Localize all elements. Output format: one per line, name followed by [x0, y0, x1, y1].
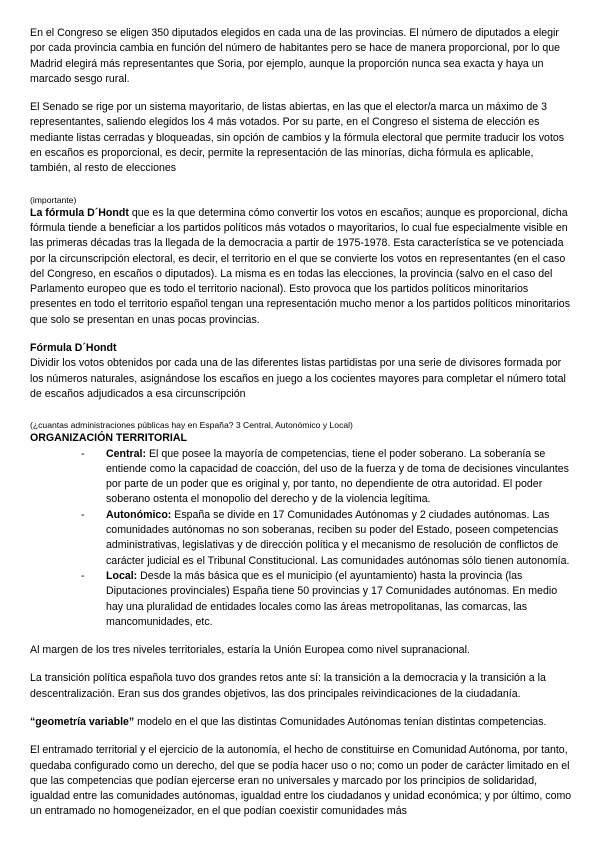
- paragraph-entramado: El entramado territorial y el ejercicio de la autonomía, el hecho de constituirse en Comunidad Autónoma, por tanto, quedaba configurado como un derecho, del que se podía hacer uso o no; como un poder de carácter limitado en el que las competencias que podían ejercerse eran no universales y marcado por los principios de solidaridad, igualdad entre las comunidades autónomas, igualdad entre los ciudadanos y unidad económica; y por último, como un entramado no homogeneizador, en el que podían coexistir comunidades más: [30, 744, 572, 818]
- geometria-bold: “geometría variable”: [30, 715, 135, 728]
- list-dash: -: [81, 447, 85, 460]
- item-text-central: El que posee la mayoría de competencias, tiene el poder soberano. La soberanía se entiende como la capacidad de coacción, del uso de la fuerza y de toma de decisiones vinculantes por parte de un poder que es original y, por tanto, no dependiente de otra autoridad. El poder soberano ostenta el monopolio del derecho y de la violencia legítima.: [106, 447, 569, 506]
- item-label-central: Central:: [106, 447, 147, 460]
- paragraph-dhondt: [30, 206, 575, 328]
- item-label-local: Local:: [106, 569, 138, 582]
- territorial-question: (¿cuantas administraciones públicas hay en España? 3 Central, Autonómico y Local): [30, 420, 353, 431]
- note-importante: (importante): [30, 194, 77, 205]
- list-dash: -: [81, 569, 85, 582]
- territorial-heading-text: ORGANIZACIÓN TERRITORIAL: [30, 432, 187, 445]
- geometria-text: modelo en el que las distintas Comunidades Autónomas tenían distintas competencias.: [134, 715, 547, 728]
- formula-heading-text: Fórmula D´Hondt: [30, 342, 117, 355]
- list-item-local: [81, 569, 575, 630]
- paragraph-geometria: [30, 715, 575, 730]
- item-text-autonomico: España se divide en 17 Comunidades Autónomas y 2 ciudades autónomas. Las comunidades autónomas no son soberanas, reciben su poder del Estado, poseen competencias administrativas, legislativas y de dirección política y el mecanismo de resolución de conflictos de carácter judicial es el Tribunal Constitucional. Las comunidades autónomas sólo tienen autonomía.: [106, 508, 570, 567]
- territorial-heading: [30, 431, 575, 446]
- item-text-local: Desde la más básica que es el municipio (el ayuntamiento) hasta la provincia (las Diputaciones provinciales) España tiene 50 provincias y 17 Comunidades autónomas. En medio hay una pluralidad de entidades locales como las áreas metropolitanas, las comarcas, las mancomunidades, etc.: [106, 569, 558, 628]
- formula-heading: [30, 341, 575, 356]
- territorial-list: [30, 447, 575, 631]
- list-dash: -: [81, 508, 85, 521]
- item-label-autonomico: Autonómico:: [106, 508, 172, 521]
- dhondt-text: que es la que determina cómo convertir los votos en escaños; aunque es proporcional, dicha fórmula tiende a beneficiar a los partidos políticos más votados o mayoritarios, lo cual fue especialmente visible en las primeras décadas tras la llegada de la democracia a partir de 1975-1978. Esta característica se ve potenciada por la circunscripción electoral, es decir, el territorio en el que se convierte los votos en representantes (en el caso del Congreso, en escaños o diputados). La misma es en todas las elecciones, la provincia (salvo en el caso del Parlamento europeo que es todo el territorio nacional). Esto provoca que los partidos políticos minoritarios presentes en todo el territorio español tengan una representación mucho menor a los partidos políticos minoritarios que solo se presentan en unas pocas provincias.: [30, 206, 570, 326]
- paragraph-senado: El Senado se rige por un sistema mayoritario, de listas abiertas, en las que el elector/a marca un máximo de 3 representantes, saliendo elegidos los 4 más votados. Por su parte, en el Congreso el sistema de elección es mediante listas cerradas y bloqueadas, sin opción de cambios y la fórmula electoral que permite traducir los votos en escaños es proporcional, es decir, permite la representación de las minorías, dicha fórmula es aplicable, también, al resto de elecciones: [30, 101, 565, 175]
- paragraph-congreso: En el Congreso se eligen 350 diputados elegidos en cada una de las provincias. El número de diputados a elegir por cada provincia cambia en función del número de habitantes pero se hace de manera proporcional, por lo que Madrid elegirá más representantes que Soria, por ejemplo, aunque la proporción nunca sea exacta y haya un marcado sesgo rural.: [30, 27, 561, 85]
- paragraph-transicion: La transición política española tuvo dos grandes retos ante sí: la transición a la democracia y la transición a la descentralización. Eran sus dos grandes objetivos, las dos principales reivindicaciones de la ciudadanía.: [30, 672, 546, 700]
- list-item-autonomico: [81, 508, 575, 569]
- document-page: [30, 26, 575, 820]
- list-item-central: [81, 447, 575, 508]
- paragraph-formula: Dividir los votos obtenidos por cada una de las diferentes listas partidistas por una serie de divisores formada por los números naturales, asignándose los escaños en juego a los cocientes mayores para completar el número total de escaños adjudicados a esa circunscripción: [30, 357, 566, 400]
- paragraph-ue: Al margen de los tres niveles territoriales, estaría la Unión Europea como nivel supranacional.: [30, 644, 470, 657]
- dhondt-bold-lead: La fórmula D´Hondt: [30, 206, 129, 219]
